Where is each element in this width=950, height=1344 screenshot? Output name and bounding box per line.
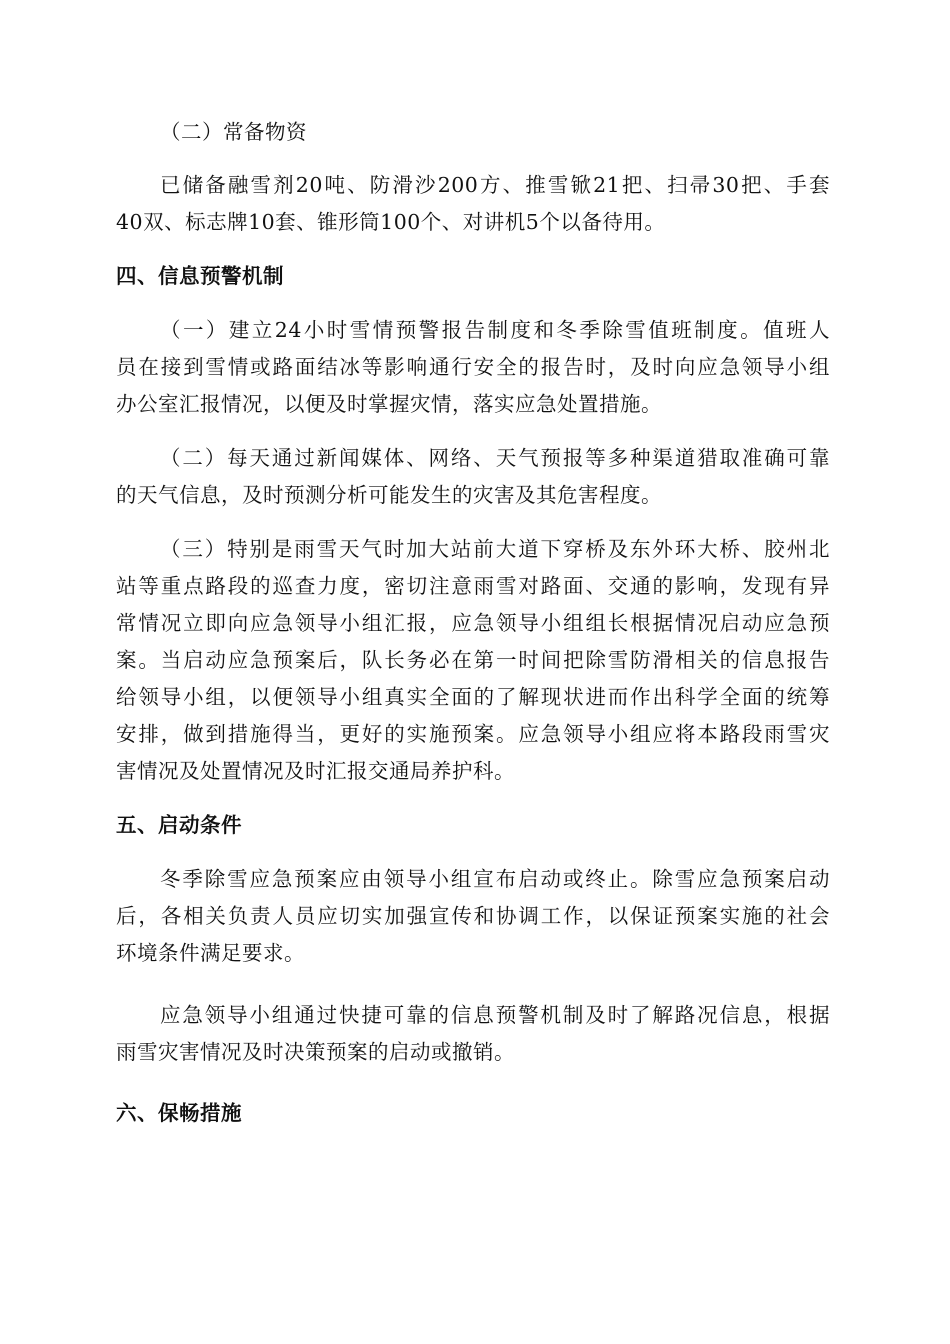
section-5-heading: 五、启动条件 <box>116 813 242 837</box>
section-4-p2-line-1: （二）每天通过新闻媒体、网络、天气预报等多种渠道猎取准确可靠 <box>160 446 830 470</box>
section-4-p2-line-2: 的天气信息，及时预测分析可能发生的灾害及其危害程度。 <box>116 483 662 507</box>
section-4-p3-line-1: （三）特别是雨雪天气时加大站前大道下穿桥及东外环大桥、胶州北 <box>160 537 830 561</box>
section-4-heading: 四、信息预警机制 <box>116 264 284 288</box>
section-5-p1-line-2: 后，各相关负责人员应切实加强宣传和协调工作，以保证预案实施的社会 <box>116 904 830 928</box>
section-4-p3-line-7: 害情况及处置情况及时汇报交通局养护科。 <box>116 759 515 783</box>
supplies-paragraph-line-1: 已储备融雪剂20吨、防滑沙200方、推雪锨21把、扫帚30把、手套 <box>160 173 830 197</box>
supplies-paragraph-line-2: 40双、标志牌10套、锥形筒100个、对讲机5个以备待用。 <box>116 210 666 234</box>
section-5-p2-line-2: 雨雪灾害情况及时决策预案的启动或撤销。 <box>116 1040 515 1064</box>
section-4-p3-line-3: 常情况立即向应急领导小组汇报，应急领导小组组长根据情况启动应急预 <box>116 611 830 635</box>
section-4-p3-line-2: 站等重点路段的巡查力度，密切注意雨雪对路面、交通的影响，发现有异 <box>116 574 830 598</box>
section-4-p1-line-3: 办公室汇报情况，以便及时掌握灾情，落实应急处置措施。 <box>116 392 662 416</box>
section-6-heading: 六、保畅措施 <box>116 1101 242 1125</box>
section-4-p1-line-2: 员在接到雪情或路面结冰等影响通行安全的报告时，及时向应急领导小组 <box>116 355 830 379</box>
section-4-p1-line-1: （一）建立24小时雪情预警报告制度和冬季除雪值班制度。值班人 <box>160 318 830 342</box>
section-5-p1-line-3: 环境条件满足要求。 <box>116 941 305 965</box>
section-4-p3-line-6: 安排，做到措施得当，更好的实施预案。应急领导小组应将本路段雨雪灾 <box>116 722 830 746</box>
subsection-title-supplies: （二）常备物资 <box>160 120 307 144</box>
section-4-p3-line-5: 给领导小组，以便领导小组真实全面的了解现状进而作出科学全面的统筹 <box>116 685 830 709</box>
section-4-p3-line-4: 案。当启动应急预案后，队长务必在第一时间把除雪防滑相关的信息报告 <box>116 648 830 672</box>
section-5-p1-line-1: 冬季除雪应急预案应由领导小组宣布启动或终止。除雪应急预案启动 <box>160 867 830 891</box>
section-5-p2-line-1: 应急领导小组通过快捷可靠的信息预警机制及时了解路况信息，根据 <box>160 1003 830 1027</box>
